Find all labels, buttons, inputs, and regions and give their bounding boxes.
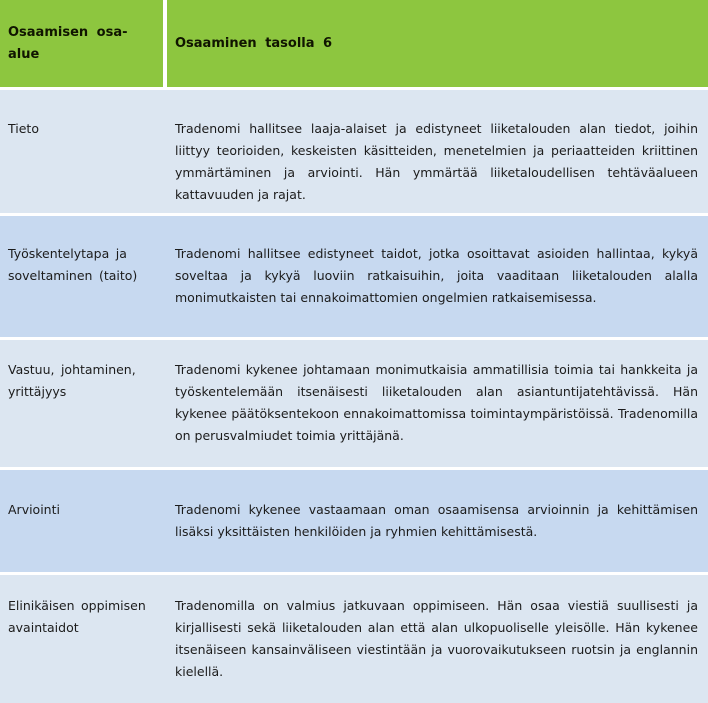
cell-area-label: Arviointi bbox=[0, 470, 163, 572]
table-row bbox=[0, 575, 708, 703]
cell-area-label: Vastuu, johtaminen, yrittäjyys bbox=[0, 340, 163, 467]
header-cell-competence-area: Osaamisen osa-alue bbox=[0, 0, 163, 87]
table-header-row bbox=[0, 0, 708, 87]
cell-level-description: Tradenomi kykenee johtamaan monimutkaisia ammatillisia toimia tai hankkeita ja työskentelemään itsenäisesti liiketalouden alan asiantuntijatehtävissä. Hän kykenee päätöksentekoon ennakoimattomissa toimintaympäristöissä. Tradenomilla on perusvalmiudet toimia yrittäjänä. bbox=[167, 340, 708, 467]
cell-area-label: Työskentelytapa ja soveltaminen (taito) bbox=[0, 216, 163, 337]
cell-area-label: Elinikäisen oppimisen avaintaidot bbox=[0, 575, 163, 703]
table-row bbox=[0, 470, 708, 572]
header-cell-level-6: Osaaminen tasolla 6 bbox=[167, 0, 708, 87]
cell-level-description: Tradenomi hallitsee edistyneet taidot, jotka osoittavat asioiden hallintaa, kykyä soveltaa ja kykyä luoviin ratkaisuihin, joita vaaditaan liiketalouden alalla monimutkaisten tai ennakoimattomien ongelmien ratkaisemisessa. bbox=[167, 216, 708, 337]
table-row bbox=[0, 216, 708, 337]
table-row bbox=[0, 340, 708, 467]
cell-level-description: Tradenomilla on valmius jatkuvaan oppimiseen. Hän osaa viestiä suullisesti ja kirjallisesti sekä liiketalouden alan että alan ulkopuoliselle yleisölle. Hän kykenee itsenäiseen kansainväliseen viestintään ja vuorovaikutukseen ruotsin ja englannin kielellä. bbox=[167, 575, 708, 703]
cell-level-description: Tradenomi hallitsee laaja-alaiset ja edistyneet liiketalouden alan tiedot, joihin liittyy teorioiden, keskeisten käsitteiden, menetelmien ja periaatteiden kriittinen ymmärtäminen ja arviointi. Hän ymmärtää liiketaloudellisen tehtäväalueen kattavuuden ja rajat. bbox=[167, 90, 708, 213]
cell-level-description: Tradenomi kykenee vastaamaan oman osaamisensa arvioinnin ja kehittämisen lisäksi yksittäisten henkilöiden ja ryhmien kehittämisestä. bbox=[167, 470, 708, 572]
table-row bbox=[0, 90, 708, 213]
cell-area-label: Tieto bbox=[0, 90, 163, 213]
